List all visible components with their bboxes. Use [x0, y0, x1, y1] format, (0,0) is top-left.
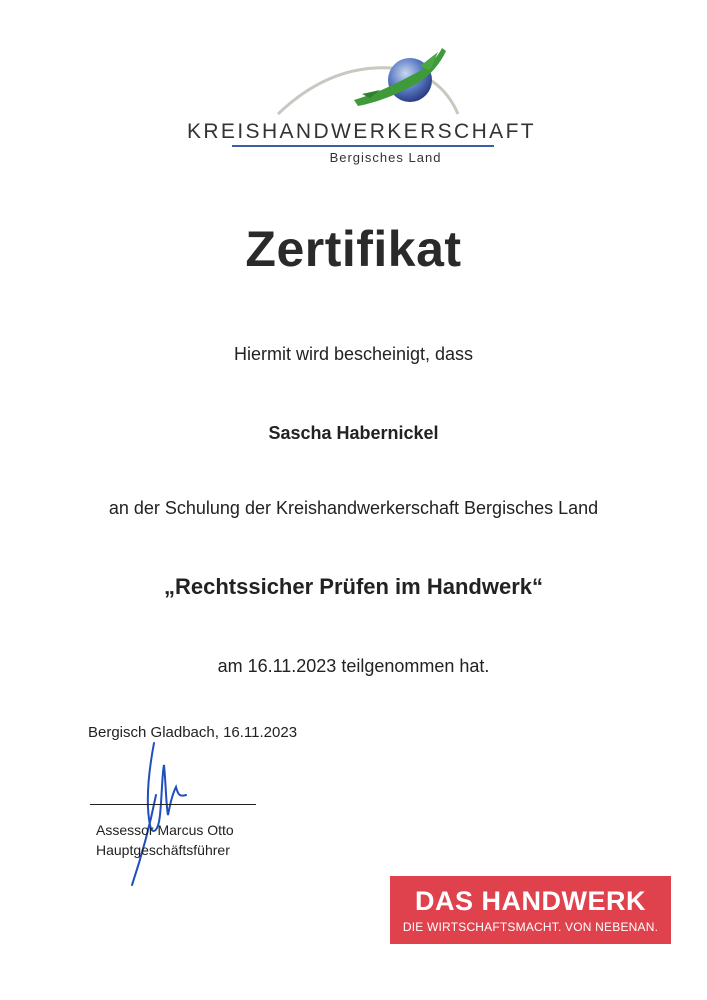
org-name: KREISHANDWERKERSCHAFT	[186, 120, 537, 143]
signature-line	[90, 804, 256, 805]
participant-name: Sascha Habernickel	[268, 423, 439, 443]
place-and-date: Bergisch Gladbach, 16.11.2023	[88, 724, 298, 741]
logo-divider	[232, 145, 494, 147]
signer-role: Hauptgeschäftsführer	[96, 842, 230, 858]
certificate-title: Zertifikat	[245, 221, 462, 277]
signer-name: Assessor Marcus Otto	[96, 822, 234, 838]
brand-title: DAS HANDWERK	[415, 886, 646, 916]
course-title: „Rechtssicher Prüfen im Handwerk“	[163, 574, 543, 599]
handwritten-signature	[120, 735, 200, 890]
certificate-intro: Hiermit wird bescheinigt, dass	[233, 344, 474, 364]
course-intro: an der Schulung der Kreishandwerkerschaft Bergisches Land	[108, 498, 599, 518]
brand-tagline: DIE WIRTSCHAFTSMACHT. VON NEBENAN.	[402, 920, 659, 934]
das-handwerk-logo	[390, 876, 671, 944]
participation-date: am 16.11.2023 teilgenommen hat.	[217, 656, 490, 676]
org-region: Bergisches Land	[329, 150, 442, 165]
kreishandwerkerschaft-logo-icon	[270, 42, 470, 117]
